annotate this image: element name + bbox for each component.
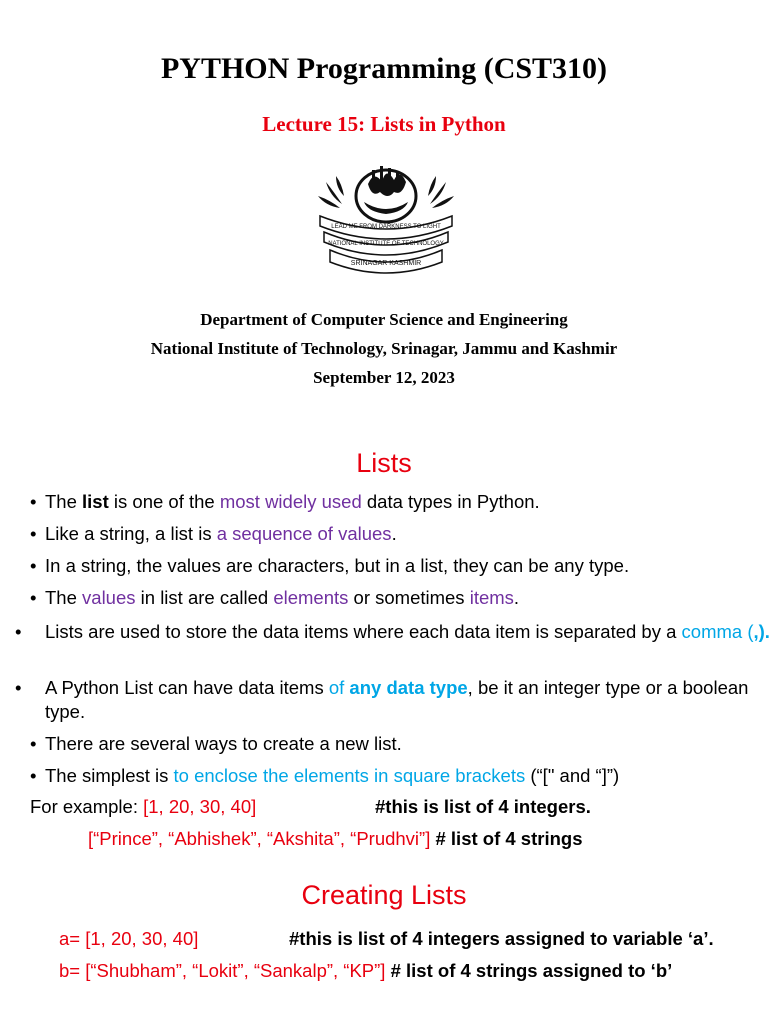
lecture-subtitle: Lecture 15: Lists in Python: [262, 112, 506, 136]
bullet-item: [30, 490, 760, 514]
bullet-keyword: list: [82, 491, 109, 512]
creating-lists-heading: Creating Lists: [301, 880, 467, 910]
bullet-text: or sometimes: [348, 587, 470, 608]
code-assign-a: a= [1, 20, 30, 40]: [59, 928, 199, 949]
bullet-item: [30, 522, 760, 546]
code-assign-b: b= [“Shubham”, “Lokit”, “Sankalp”, “KP”]: [59, 960, 386, 981]
bullet-text: The: [45, 491, 83, 512]
lecture-date: September 12, 2023: [313, 368, 455, 387]
bullet-keyword: ).: [758, 621, 770, 642]
code-comment-a: #this is list of 4 integers assigned to variable ‘a’.: [289, 928, 714, 949]
bullet-text: The simplest is: [45, 765, 174, 786]
bullet-text: Lists are used to store the data items where each data item is separated by a: [45, 621, 682, 642]
bullet-icon: •: [15, 621, 22, 642]
bullet-text: There are several ways to create a new list.: [45, 733, 402, 754]
bullet-highlight: a sequence of values: [216, 523, 392, 544]
bullet-item: [15, 620, 775, 644]
bullet-text: In a string, the values are characters, but in a list, they can be any type.: [45, 555, 630, 576]
example-list-integers: [1, 20, 30, 40]: [143, 796, 257, 817]
bullet-text: in list are called: [135, 587, 274, 608]
bullet-text: Like a string, a list is: [45, 523, 217, 544]
bullet-text: .: [513, 587, 520, 608]
bullet-text: (“[" and “]”): [525, 765, 620, 786]
bullet-highlight: items: [469, 587, 514, 608]
bullet-text: , be it an integer type or a boolean type.: [45, 677, 749, 722]
bullet-text: .: [391, 523, 397, 544]
bullet-keyword: ,: [753, 621, 759, 642]
bullet-highlight: elements: [273, 587, 349, 608]
bullet-highlight: most widely used: [219, 491, 362, 512]
svg-text:LEAD ME FROM DARKNESS TO LIGHT: LEAD ME FROM DARKNESS TO LIGHT: [331, 224, 441, 230]
bullet-highlight: to enclose the elements in square brackets: [173, 765, 526, 786]
bullet-icon: •: [15, 677, 22, 698]
bullet-icon: •: [30, 587, 37, 608]
bullet-text: is one of the: [108, 491, 220, 512]
bullet-icon: •: [30, 555, 37, 576]
example-line-1: [30, 796, 256, 818]
page-title: PYTHON Programming (CST310): [160, 52, 608, 85]
example-list-strings: [“Prince”, “Abhishek”, “Akshita”, “Prudhvi”]: [88, 828, 431, 849]
bullet-icon: •: [30, 765, 37, 786]
code-comment-b: # list of 4 strings assigned to ‘b’: [385, 960, 673, 981]
bullet-icon: •: [30, 491, 37, 512]
code-line-b: [59, 960, 672, 982]
bullet-icon: •: [30, 733, 37, 754]
bullet-text: data types in Python.: [361, 491, 540, 512]
bullet-item: [30, 554, 760, 578]
example-comment-strings: # list of 4 strings: [430, 828, 583, 849]
institute-emblem-icon: [306, 162, 466, 280]
example-line-2: [88, 828, 583, 850]
bullet-text: A Python List can have data items: [45, 677, 329, 698]
institute-name: National Institute of Technology, Srinagar, Jammu and Kashmir: [150, 339, 618, 358]
svg-text:SRINAGAR KASHMIR: SRINAGAR KASHMIR: [350, 260, 422, 267]
bullet-highlight: of: [328, 677, 350, 698]
bullet-item: [15, 676, 775, 724]
affiliation-block: [0, 305, 768, 392]
bullet-icon: •: [30, 523, 37, 544]
bullet-highlight: values: [82, 587, 136, 608]
bullet-item: [30, 764, 760, 788]
svg-text:NATIONAL INSTITUTE OF TECHNOLO: NATIONAL INSTITUTE OF TECHNOLOGY: [328, 241, 444, 247]
bullet-text: The: [45, 587, 83, 608]
bullet-item: [30, 586, 760, 610]
lists-heading: Lists: [356, 448, 412, 478]
example-label: For example:: [30, 796, 144, 817]
bullet-keyword: any data type: [349, 677, 468, 698]
example-comment-integers: #this is list of 4 integers.: [375, 796, 591, 817]
bullet-highlight: comma (: [681, 621, 754, 642]
bullet-item: [30, 732, 760, 756]
department-name: Department of Computer Science and Engineering: [200, 310, 568, 329]
